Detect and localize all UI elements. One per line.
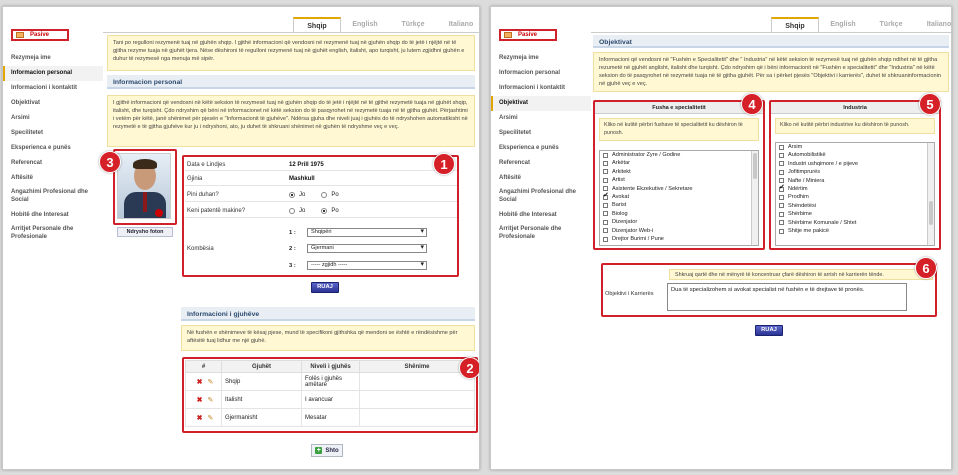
career-hint: Shkruaj qartë dhe në mënyrë të koncentruar çfarë dëshiron të arrish në karrierën tënde. [669,269,933,280]
smoker-row [185,188,457,202]
smoker-option-po[interactable]: Po [321,192,338,198]
industry-list[interactable] [775,142,935,246]
list-item[interactable]: Shëndetësi [776,202,934,210]
edit-icon[interactable]: ✎ [207,414,214,422]
list-item[interactable]: Administrator Zyre / Godine [600,151,758,159]
delete-icon[interactable]: ✖ [196,378,203,386]
checkbox[interactable] [779,203,784,208]
sidebar-item-aftesite[interactable]: Aftësitë [499,175,522,181]
specialty-box [595,102,763,248]
sidebar-item-objektivat[interactable]: Objektivat [11,100,41,106]
birth-row [185,159,457,171]
citizenship-dropdown-1[interactable]: Shqipëri ▾ [307,228,427,237]
list-item[interactable]: Arkitekt [600,168,758,176]
list-item[interactable]: Nafte / Miniera [776,177,934,185]
list-item[interactable]: Artist [600,176,758,184]
specialty-hint: Kliko në kutitë përbri fushave të specialitetit ku dëshiron të punosh. [599,118,759,141]
checkbox[interactable] [779,145,784,150]
pasive-label: Pasive [30,32,50,38]
sidebar-item-rezymeja-ime[interactable]: Rezymeja ime [499,55,539,61]
table-row [186,391,475,409]
checkbox[interactable] [603,220,608,225]
sidebar-item-hobite-dhe-interesat[interactable]: Hobitë dhe Interesat [11,212,69,218]
tab-italiano[interactable]: Italiano [926,21,952,28]
license-option-jo[interactable]: Jo [289,208,305,214]
add-language-button[interactable]: + Shto [311,444,343,457]
sidebar-nav [3,51,103,245]
list-item[interactable]: Automobilistikë [776,151,934,159]
citizenship-dropdown-2[interactable]: Gjermani ▾ [307,244,427,253]
personal-info-screen [2,6,480,470]
license-label: Keni patentë makine? [187,207,246,214]
checkbox[interactable] [779,187,784,192]
pasive-label: Pasive [518,32,538,38]
profile-photo [117,153,171,219]
language-cell: Gjermanisht [222,409,302,427]
folder-icon [16,32,24,38]
checkbox[interactable] [603,153,608,158]
checkbox[interactable] [603,161,608,166]
level-cell: Folës i gjuhës amëtare [302,373,360,391]
sidebar-item-informacion-personal[interactable]: Informacion personal [499,70,561,76]
industry-hint: Kliko në kutitë përbri industrive ku dëshiron të punosh. [775,118,935,134]
table-row [186,409,475,427]
list-item[interactable]: ✔ Avokat [600,193,758,201]
delete-icon[interactable]: ✖ [196,414,203,422]
checkbox[interactable] [603,178,608,183]
save-objectives-button[interactable]: RUAJ [755,325,783,336]
radio-icon[interactable] [321,208,327,214]
sidebar-item-aftesite[interactable]: Aftësitë [11,175,34,181]
checkbox[interactable] [779,229,784,234]
citizenship-select-2: 2 : Gjermani ▾ [289,244,427,253]
tab-shqip[interactable]: Shqip [771,17,819,32]
checkbox[interactable] [779,170,784,175]
folder-icon [504,32,512,38]
note-cell [360,373,475,391]
list-item[interactable]: ✔ Ndërtim [776,185,934,193]
list-item[interactable]: Shërbime [776,210,934,218]
intro-notice: Tani po regulloni rezymenë tuaj në gjuhën shqip. I gjithë informacioni që vendosni në rezymenë tuaj në gjuhën shqip do të jetë i njëjtë në të gjitha rezyme tuaja në gjuhët tjera. Nëse dëshironi të regulloni rezymenë tuaj në gjuhët english, italisht, apo turqisht, ju lutem zgjidhni gjuhën e duhur të rezymesë nga menuja më sipër. [107,35,475,71]
pasive-button[interactable] [499,29,557,41]
industry-title: Industria [771,102,939,114]
checkbox[interactable] [779,195,784,200]
sidebar-item-rezymeja-ime[interactable]: Rezymeja ime [11,55,51,61]
citizenship-select-3: 3 : ----- zgjidh ----- ▾ [289,261,427,270]
languages-table [185,360,475,427]
sidebar-item-hobite-dhe-interesat[interactable]: Hobitë dhe Interesat [499,212,557,218]
career-objective-input[interactable]: Dua të specializohem si avokat specialist në fushën e të drejtave të pronës. [667,283,907,311]
column-header: # [186,361,222,373]
specialty-title: Fusha e specialitetit [595,102,763,114]
license-row [185,204,457,218]
list-item[interactable]: Arkëtar [600,159,758,167]
annotation-badge-6: 6 [915,257,937,279]
sidebar-item-informacioni-i-kontaktit[interactable]: Informacioni i kontaktit [499,85,566,91]
list-item[interactable]: Prodhim [776,193,934,201]
tab-divider [591,32,951,33]
annotation-badge-4: 4 [741,93,763,115]
checkbox[interactable] [603,203,608,208]
level-cell: Mesatar [302,409,360,427]
delete-icon[interactable]: ✖ [196,396,203,404]
personal-section-title: Informacion personal [107,75,475,89]
list-item[interactable]: Drejtor Burimi / Pune [600,235,758,243]
languages-section-title: Informacioni i gjuhëve [181,307,475,321]
sidebar-item-referencat[interactable]: Referencat [11,160,43,166]
annotation-badge-1: 1 [433,153,455,175]
checkbox[interactable] [779,220,784,225]
citizenship-select-1: 1 : Shqipëri ▾ [289,228,427,237]
objectives-notice: Informacioni që vendosni në "Fushën e Specialitetit" dhe " Industria" në këtë seksion të rezymesë tuaj në gjuhën shqip ndihet në të gjitha rezumetë në gjuhët anglisht, italisht dhe turqisht. Çdo ndryshim që i bëni informacionit në "Fushën e specialitetit" dhe "Industria" në këtë seksion do të pasqyrohet në rezymetë tuaja në të gjitha gjuhët. Për sa i përket pjesës "Objektivi i karrierës", duhet të shkruaninformacionin në gjuhë veç e veç. [593,52,949,92]
column-header: Niveli i gjuhës [302,361,360,373]
checkbox[interactable] [603,228,608,233]
sidebar-item-objektivat[interactable]: Objektivat [491,96,591,111]
sidebar [3,7,103,469]
checkbox[interactable] [779,212,784,217]
sidebar-item-eksperienca-e-punes[interactable]: Eksperienca e punës [11,145,71,151]
tab-turkce[interactable]: Türkçe [879,21,903,28]
checkbox[interactable] [603,211,608,216]
language-tabs [771,17,952,32]
objectives-title: Objektivat [593,35,949,48]
objectives-screen [490,6,952,470]
checkbox[interactable] [779,153,784,158]
change-photo-button[interactable]: Ndrysho foton [117,227,173,237]
list-item[interactable]: Asistente Ekzekutive / Sekretare [600,185,758,193]
table-row [186,373,475,391]
sidebar-item-angazhimi-profesional-dhe-social[interactable]: Angazhimi Profesional dhe Social [499,189,577,203]
sidebar-item-informacion-personal[interactable]: Informacion personal [3,66,103,81]
citizenship-dropdown-3[interactable]: ----- zgjidh ----- ▾ [307,261,427,270]
language-cell: Italisht [222,391,302,409]
radio-icon[interactable] [289,192,295,198]
level-cell: I avancuar [302,391,360,409]
sidebar-item-arritjet-personale-dhe-profesionale[interactable]: Arritjet Personale dhe Profesionale [11,226,74,240]
sidebar-item-referencat[interactable]: Referencat [499,160,531,166]
gender-row [185,173,457,186]
career-label: Objektivi i Karrierës [605,291,654,297]
list-item[interactable]: Shërbime Komunale / Shtet [776,219,934,227]
sidebar-nav [491,51,591,245]
edit-icon[interactable]: ✎ [207,378,214,386]
sidebar-item-specilitetet[interactable]: Specilitetet [499,130,532,136]
sidebar-item-arsimi[interactable]: Arsimi [11,115,30,121]
save-personal-button[interactable]: RUAJ [311,282,339,293]
industry-box [771,102,939,248]
checkbox[interactable] [603,237,608,242]
note-cell [360,409,475,427]
language-tabs [293,17,480,32]
personal-notice: I gjithë informacioni që vendosni në këtë seksion të rezymesë tuaj në gjuhën shqip do të jetë i njëjtë në të gjithë rezymetë tuaja në gjuhët shqip, italisht, dhe turqisht. Çdo ndryshim që bëni në informacionet në këtë seksion do të pasqyrohet në rezymetë tuaja në të gjitha gjuhët. Përjashtimi i vetëm për këtë, janë shënimet për pjesën e "Informacionit të gjuhëve". Ndërsa gjuha dhe niveli juaj i gjuhës do të ndryshohen automatikisht në rezymetë e të gjitha gjuhëve kur ju i ndryshoni, ato, ju duhet të shkruani shënimet në gjuhën të ndryshme veç e veç. [107,95,475,147]
sidebar-item-arritjet-personale-dhe-profesionale[interactable]: Arritjet Personale dhe Profesionale [499,226,562,240]
tab-italiano[interactable]: Italiano [448,21,474,28]
sidebar-item-arsimi[interactable]: Arsimi [499,115,518,121]
list-item[interactable]: Shitje me pakicë [776,227,934,235]
birth-value: 12 Prill 1975 [289,161,324,168]
smoker-option-jo[interactable]: Jo [289,192,305,198]
annotation-badge-2: 2 [459,357,480,379]
specialty-list[interactable] [599,150,759,246]
list-item[interactable]: Industri ushqimore / e pijeve [776,160,934,168]
list-item[interactable]: Arsim [776,143,934,151]
column-header: Shënime [360,361,475,373]
list-item[interactable]: Barist [600,201,758,209]
sidebar-item-angazhimi-profesional-dhe-social[interactable]: Angazhimi Profesional dhe Social [11,189,89,203]
pasive-button[interactable] [11,29,69,41]
license-option-po[interactable]: Po [321,208,338,214]
scrollbar[interactable] [927,143,934,245]
tab-shqip[interactable]: Shqip [293,17,341,32]
tab-english[interactable]: English [830,21,856,28]
languages-notice: Në fushën e shënimeve të kësaj pjese, mund të specifikoni gjithshka që mendoni se është e rëndësishme për aftësitë tuaj lidhur me një gjuhë. [181,325,475,351]
sidebar-item-informacioni-i-kontaktit[interactable]: Informacioni i kontaktit [11,85,78,91]
checkbox[interactable] [603,195,608,200]
birth-label: Data e Lindjes [187,161,226,168]
smoker-label: Pini duhan? [187,191,219,198]
radio-icon[interactable] [321,192,327,198]
annotation-badge-5: 5 [919,93,941,115]
sidebar-item-specilitetet[interactable]: Specilitetet [11,130,44,136]
list-item[interactable]: Dizenjator [600,218,758,226]
scrollbar[interactable] [751,151,758,245]
tab-divider [103,32,479,33]
tab-english[interactable]: English [352,21,378,28]
language-cell: Shqip [222,373,302,391]
gender-label: Gjinia [187,176,203,182]
radio-icon[interactable] [289,208,295,214]
citizenship-label: Kombësia [187,246,214,252]
sidebar [491,7,591,469]
list-item[interactable]: Jofitimprurës [776,168,934,176]
plus-icon: + [316,447,321,454]
list-item[interactable]: Biolog [600,210,758,218]
gender-value: Mashkull [289,176,315,182]
checkbox[interactable] [603,186,608,191]
annotation-badge-3: 3 [99,151,121,173]
checkbox[interactable] [779,178,784,183]
sidebar-item-eksperienca-e-punes[interactable]: Eksperienca e punës [499,145,559,151]
checkbox[interactable] [779,161,784,166]
edit-icon[interactable]: ✎ [207,396,214,404]
delete-photo-icon[interactable] [155,209,163,217]
column-header: Gjuhët [222,361,302,373]
list-item[interactable]: Dizenjator Web-i [600,227,758,235]
tab-turkce[interactable]: Türkçe [401,21,425,28]
note-cell [360,391,475,409]
checkbox[interactable] [603,169,608,174]
